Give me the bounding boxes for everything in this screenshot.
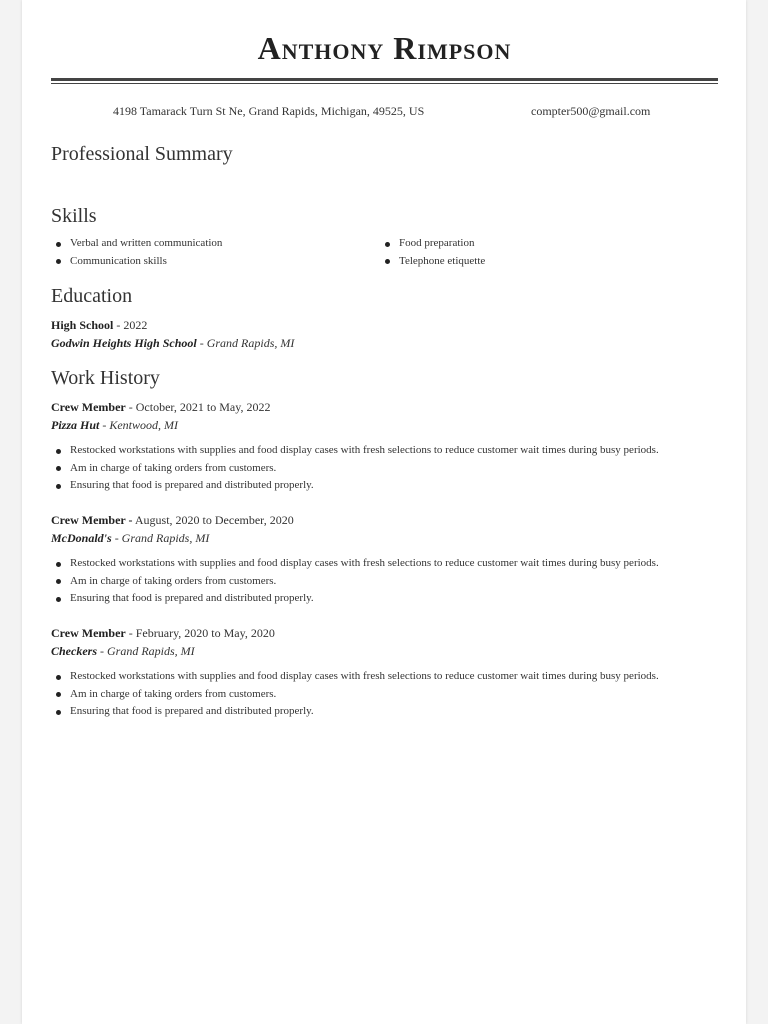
job-company-line: [51, 417, 178, 433]
job-duties: [51, 555, 718, 608]
job-location: - Grand Rapids, MI: [97, 644, 195, 658]
education-degree-line: [51, 317, 147, 333]
job-title-line: [51, 625, 275, 641]
job-company-line: [51, 530, 209, 546]
job-dates: August, 2020 to December, 2020: [132, 513, 294, 527]
duty-item: Am in charge of taking orders from customers.: [51, 460, 718, 478]
duty-item: Restocked workstations with supplies and food display cases with fresh selections to reduce customer wait times during busy periods.: [51, 442, 718, 460]
duty-item: Ensuring that food is prepared and distributed properly.: [51, 477, 718, 495]
duty-item: Restocked workstations with supplies and food display cases with fresh selections to reduce customer wait times during busy periods.: [51, 555, 718, 573]
education-location: - Grand Rapids, MI: [196, 336, 295, 350]
header-divider-thin: [51, 83, 718, 84]
education-degree: High School: [51, 318, 114, 332]
section-title-summary: Professional Summary: [51, 143, 233, 165]
duty-item: Ensuring that food is prepared and distributed properly.: [51, 703, 718, 721]
job-company: Pizza Hut: [51, 418, 100, 432]
section-title-skills: Skills: [51, 205, 97, 227]
skill-item: Communication skills: [51, 253, 222, 271]
duty-item: Ensuring that food is prepared and distributed properly.: [51, 590, 718, 608]
job-title-line: [51, 512, 294, 528]
job-title: Crew Member: [51, 400, 126, 414]
skills-list-left: [51, 235, 222, 270]
skill-item: Verbal and written communication: [51, 235, 222, 253]
job-title: Crew Member -: [51, 513, 133, 527]
job-dates: - October, 2021 to May, 2022: [125, 400, 271, 414]
section-title-education: Education: [51, 285, 133, 307]
education-year: - 2022: [113, 318, 148, 332]
skills-list-right: [380, 235, 485, 270]
job-location: - Kentwood, MI: [99, 418, 179, 432]
duty-item: Am in charge of taking orders from customers.: [51, 573, 718, 591]
resume-page: [22, 0, 746, 1024]
job-title: Crew Member: [51, 626, 126, 640]
section-title-work: Work History: [51, 367, 160, 389]
skill-item: Food preparation: [380, 235, 485, 253]
job-company: Checkers: [51, 644, 97, 658]
job-location: - Grand Rapids, MI: [111, 531, 210, 545]
contact-address: 4198 Tamarack Turn St Ne, Grand Rapids, Michigan, 49525, US: [113, 104, 425, 118]
education-school: Godwin Heights High School: [51, 336, 197, 350]
duty-item: Restocked workstations with supplies and food display cases with fresh selections to reduce customer wait times during busy periods.: [51, 668, 718, 686]
job-company: McDonald's: [51, 531, 112, 545]
job-title-line: [51, 399, 270, 415]
job-dates: - February, 2020 to May, 2020: [125, 626, 275, 640]
education-school-line: [51, 335, 294, 351]
duty-item: Am in charge of taking orders from customers.: [51, 686, 718, 704]
header-divider-thick: [51, 78, 718, 81]
contact-email: compter500@gmail.com: [531, 104, 651, 118]
job-duties: [51, 442, 718, 495]
job-company-line: [51, 643, 195, 659]
job-duties: [51, 668, 718, 721]
candidate-name: Anthony Rimpson: [257, 30, 512, 66]
skill-item: Telephone etiquette: [380, 253, 485, 271]
